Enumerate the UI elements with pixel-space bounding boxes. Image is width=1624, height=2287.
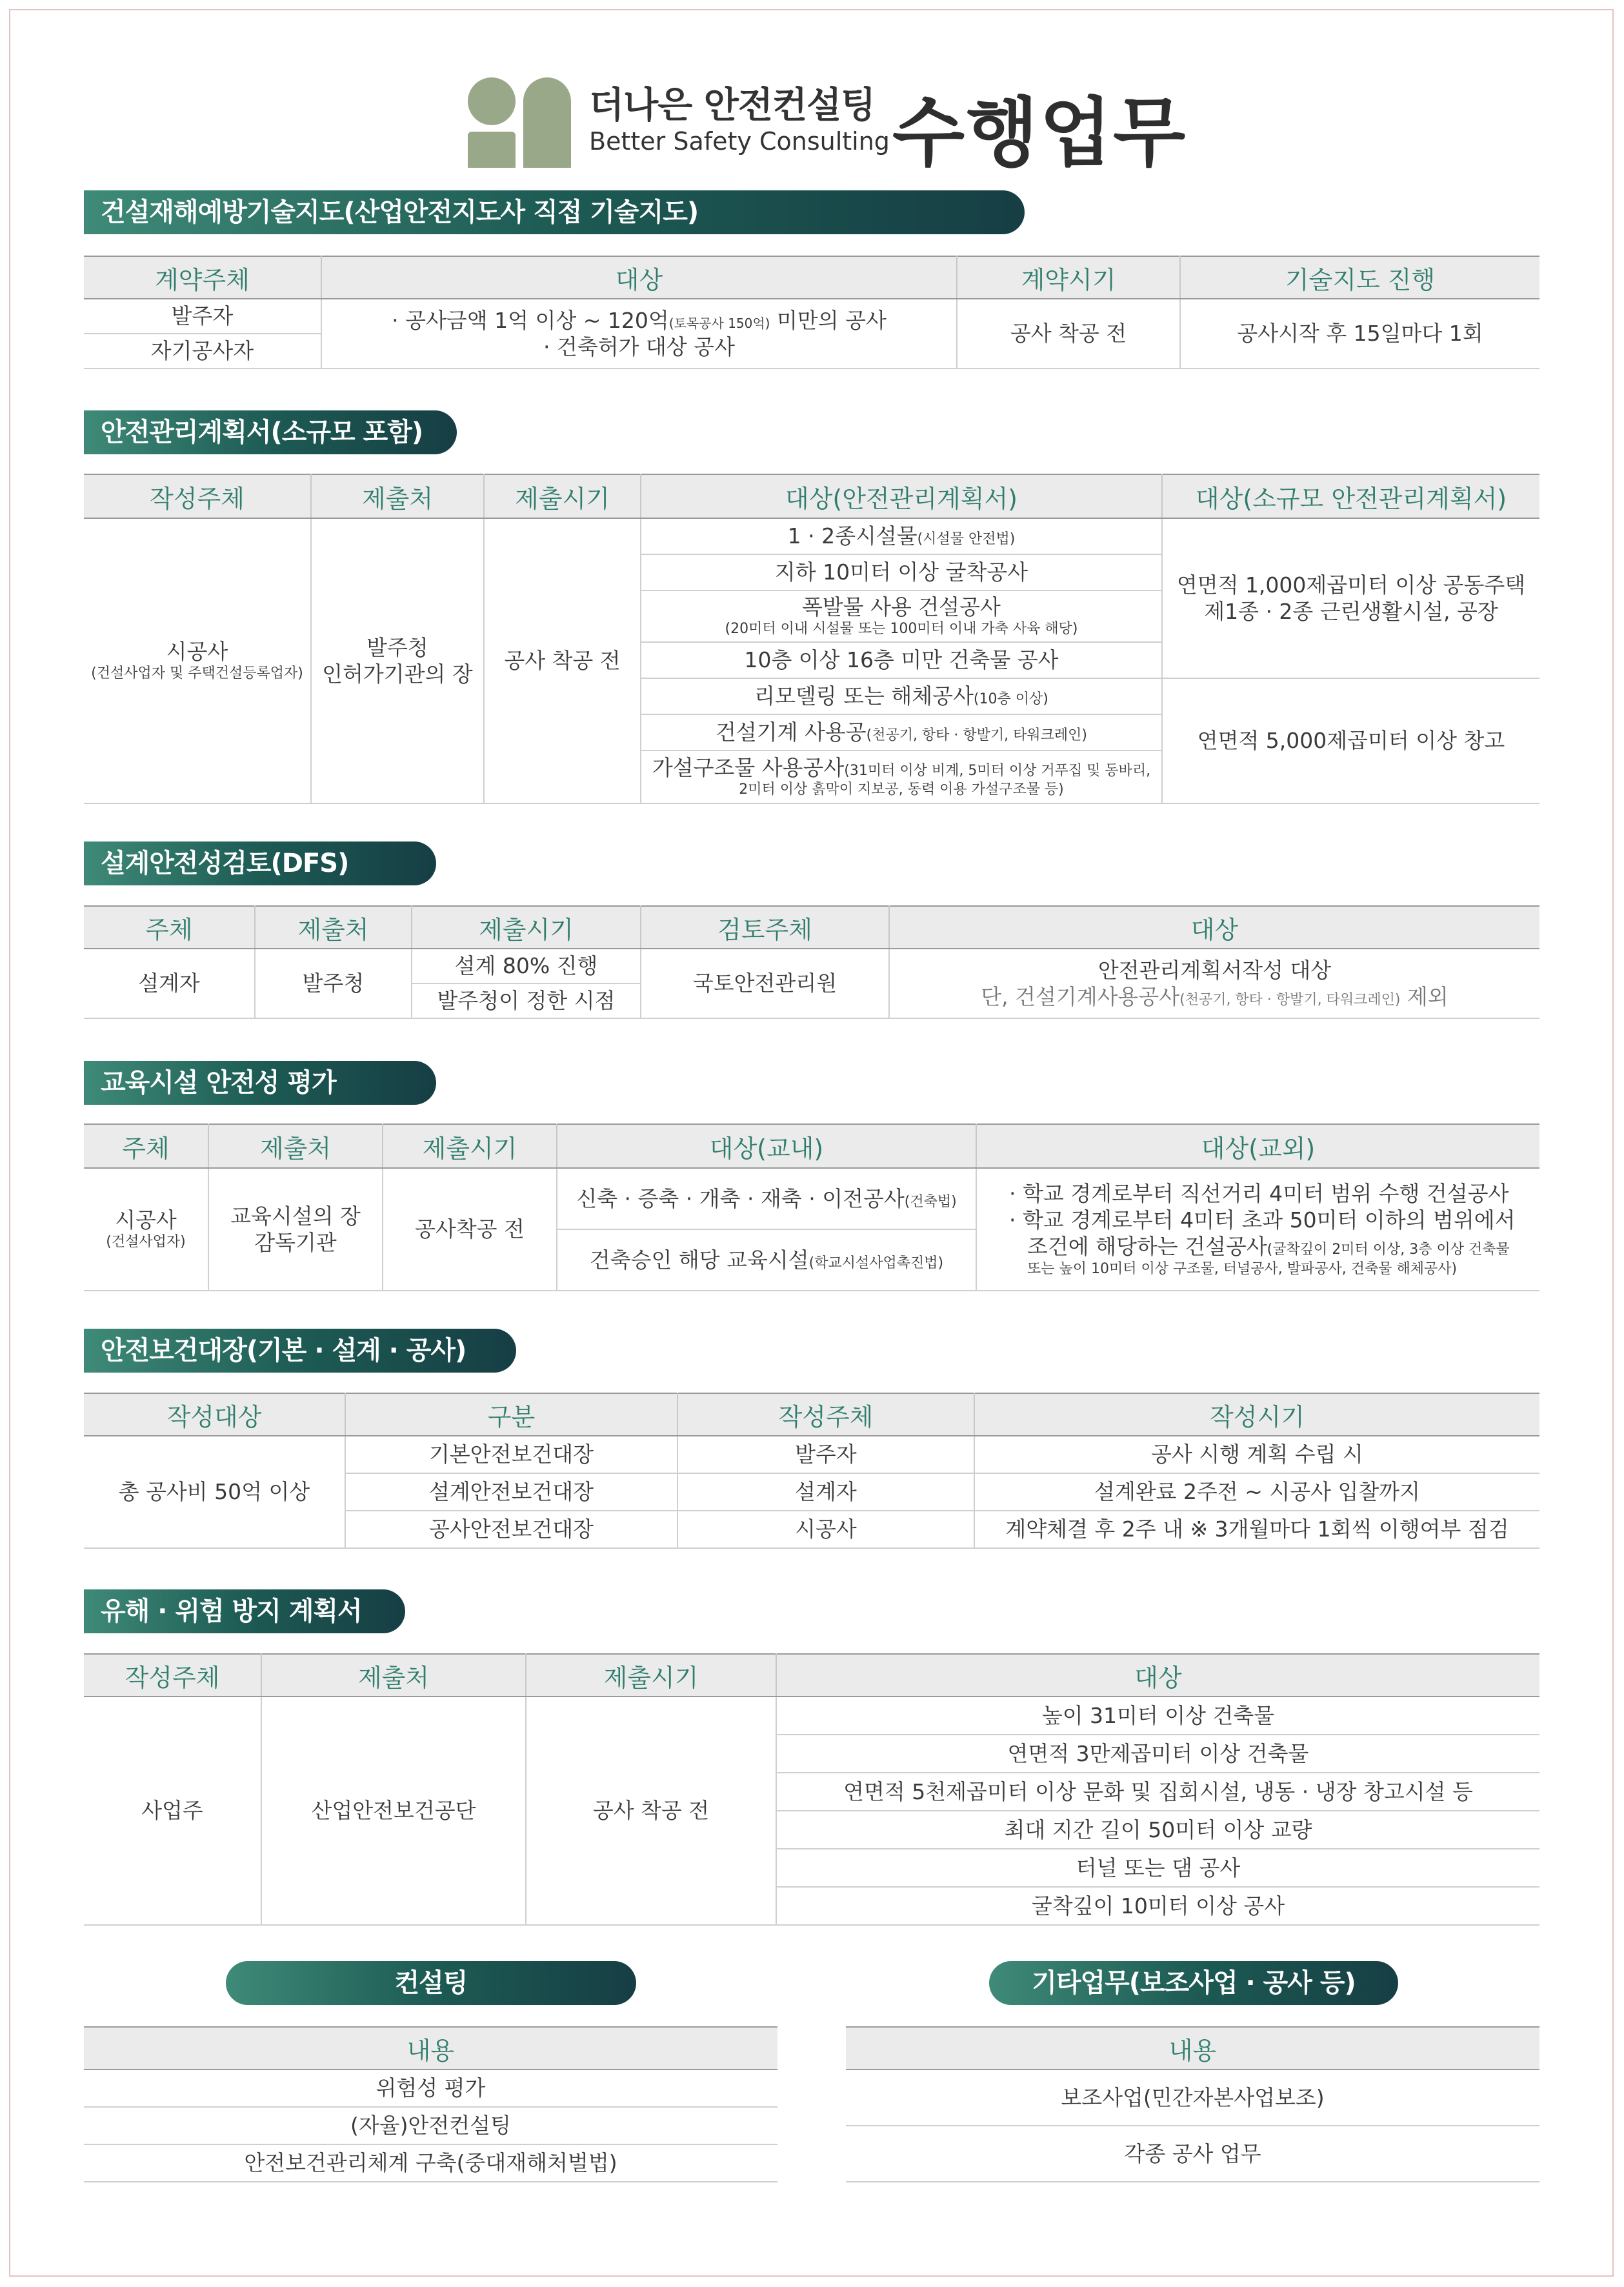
col-header: 제출처	[255, 906, 412, 949]
dfs-table	[84, 905, 1539, 1019]
col-header: 대상(교내)	[557, 1124, 976, 1168]
cell-target: 연면적 3만제곱미터 이상 건축물	[776, 1735, 1539, 1773]
cell-submit-to: 산업안전보건공단	[261, 1697, 526, 1925]
col-header: 제출처	[311, 474, 484, 518]
cell-submit-to: 발주청	[255, 949, 412, 1018]
page-title: 수행업무	[892, 90, 1187, 177]
cell-target: 굴착깊이 10미터 이상 공사	[776, 1887, 1539, 1925]
company-logo	[468, 77, 571, 168]
section-title-safety-ledger: 안전보건대장(기본 · 설계 · 공사)	[84, 1329, 516, 1373]
col-header: 내용	[84, 2027, 777, 2070]
list-item: 위험성 평가	[84, 2070, 777, 2107]
cell-author: 사업주	[84, 1697, 261, 1925]
col-header: 제출시기	[383, 1124, 557, 1168]
brand-name-ko: 더나은 안전컨설팅	[589, 85, 876, 126]
col-header: 주체	[84, 906, 255, 949]
cell-target: 최대 지간 길이 50미터 이상 교량	[776, 1811, 1539, 1849]
cell-target: 연면적 5천제곱미터 이상 문화 및 집회시설, 냉동 · 냉장 창고시설 등	[776, 1773, 1539, 1811]
cell-target: 10층 이상 16층 미만 건축물 공사	[641, 642, 1162, 678]
section-title-consulting: 컨설팅	[226, 1961, 636, 2005]
other-work-table	[846, 2026, 1539, 2182]
cell-in-target: 신축 · 증축 · 개축 · 재축 · 이전공사(건축법)	[557, 1168, 976, 1229]
list-item: 안전보건관리체계 구축(중대재해처벌법)	[84, 2144, 777, 2182]
safety-plan-table	[84, 474, 1539, 804]
cell-in-target: 건축승인 해당 교육시설(학교시설사업촉진법)	[557, 1229, 976, 1291]
cell-timing: 공사 착공 전	[957, 299, 1180, 368]
col-header: 제출처	[261, 1654, 526, 1697]
brand-name-en: Better Safety Consulting	[589, 127, 890, 156]
cell-subject: 시공사 (건설사업자)	[84, 1168, 208, 1291]
cell-timing: 계약체결 후 2주 내 ※ 3개월마다 1회씩 이행여부 점검	[974, 1511, 1539, 1548]
col-header: 계약주체	[84, 256, 321, 299]
cell-target: 터널 또는 댐 공사	[776, 1849, 1539, 1887]
cell-subject: 자기공사자	[84, 334, 321, 368]
cell-target: 가설구조물 사용공사(31미터 이상 비계, 5미터 이상 거푸집 및 동바리, 2미터 이상 흙막이 지보공, 동력 이용 가설구조물 등)	[641, 751, 1162, 803]
technical-guidance-table	[84, 256, 1539, 369]
col-header: 계약시기	[957, 256, 1180, 299]
cell-timing: 발주청이 정한 시점	[412, 983, 641, 1018]
col-header: 작성대상	[84, 1393, 345, 1436]
col-header: 제출시기	[526, 1654, 776, 1697]
col-header: 대상	[889, 906, 1539, 949]
col-header: 대상(소규모 안전관리계획서)	[1162, 474, 1539, 518]
table-row	[84, 1436, 1539, 1473]
col-header: 구분	[345, 1393, 677, 1436]
col-header: 기술지도 진행	[1180, 256, 1539, 299]
list-item: 각종 공사 업무	[846, 2126, 1539, 2182]
col-header: 대상(교외)	[976, 1124, 1539, 1168]
section-title-education-facility: 교육시설 안전성 평가	[84, 1061, 436, 1105]
cell-timing: 공사착공 전	[383, 1168, 557, 1291]
cell-target: 안전관리계획서작성 대상 단, 건설기계사용공사(천공기, 항타 · 항발기, 타워크레인) 제외	[889, 949, 1539, 1018]
section-title-safety-plan: 안전관리계획서(소규모 포함)	[84, 410, 457, 454]
col-header: 제출시기	[412, 906, 641, 949]
cell-submit-to: 발주청 인허가기관의 장	[311, 518, 484, 803]
cell-subject: 설계자	[84, 949, 255, 1018]
col-header: 작성주체	[677, 1393, 974, 1436]
list-item: 보조사업(민간자본사업보조)	[846, 2070, 1539, 2126]
col-header: 제출시기	[484, 474, 641, 518]
cell-progress: 공사시작 후 15일마다 1회	[1180, 299, 1539, 368]
cell-out-target: · 학교 경계로부터 직선거리 4미터 범위 수행 건설공사 · 학교 경계로부터 4미터 초과 50미터 이하의 범위에서 조건에 해당하는 건설공사(굴착깊이 2미터 이상, 3층 이상 건축물 또는 높이 10미터 이상 구조물, 터널공사, 발파공사, 건축물 해체공사)	[976, 1168, 1539, 1291]
cell-author: 시공사 (건설사업자 및 주택건설등록업자)	[84, 518, 311, 803]
cell-kind: 설계안전보건대장	[345, 1473, 677, 1511]
cell-target: · 공사금액 1억 이상 ~ 120억(토목공사 150억) 미만의 공사 · 건축허가 대상 공사	[321, 299, 957, 368]
cell-target: 건설기계 사용공(천공기, 항타 · 항발기, 타워크레인)	[641, 714, 1162, 751]
section-title-dfs: 설계안전성검토(DFS)	[84, 841, 436, 885]
cell-timing: 공사 시행 계획 수립 시	[974, 1436, 1539, 1473]
section-title-technical-guidance: 건설재해예방기술지도(산업안전지도사 직접 기술지도)	[84, 190, 1025, 234]
list-item: (자율)안전컨설팅	[84, 2107, 777, 2144]
col-header: 검토주체	[641, 906, 889, 949]
cell-timing: 공사 착공 전	[484, 518, 641, 803]
hazard-plan-table	[84, 1653, 1539, 1926]
cell-target: 리모델링 또는 해체공사(10층 이상)	[641, 678, 1162, 714]
cell-submit-to: 교육시설의 장 감독기관	[208, 1168, 383, 1291]
education-facility-table	[84, 1123, 1539, 1291]
section-title-other-work: 기타업무(보조사업 · 공사 등)	[989, 1961, 1398, 2005]
col-header: 제출처	[208, 1124, 383, 1168]
section-title-hazard-plan: 유해 · 위험 방지 계획서	[84, 1589, 405, 1633]
cell-author: 발주자	[677, 1436, 974, 1473]
cell-target: 높이 31미터 이상 건축물	[776, 1697, 1539, 1735]
cell-timing: 공사 착공 전	[526, 1697, 776, 1925]
cell-target: 1 · 2종시설물(시설물 안전법)	[641, 518, 1162, 554]
col-header: 주체	[84, 1124, 208, 1168]
cell-target: 지하 10미터 이상 굴착공사	[641, 554, 1162, 590]
cell-reviewer: 국토안전관리원	[641, 949, 889, 1018]
cell-author: 설계자	[677, 1473, 974, 1511]
cell-author: 시공사	[677, 1511, 974, 1548]
col-header: 작성주체	[84, 1654, 261, 1697]
col-header: 내용	[846, 2027, 1539, 2070]
cell-small-target: 연면적 5,000제곱미터 이상 창고	[1162, 678, 1539, 803]
cell-subject: 발주자	[84, 299, 321, 334]
consulting-table	[84, 2026, 777, 2182]
cell-kind: 기본안전보건대장	[345, 1436, 677, 1473]
cell-small-target: 연면적 1,000제곱미터 이상 공동주택 제1종 · 2종 근린생활시설, 공장	[1162, 518, 1539, 678]
col-header: 대상(안전관리계획서)	[641, 474, 1162, 518]
cell-timing: 설계 80% 진행	[412, 949, 641, 983]
safety-ledger-table	[84, 1393, 1539, 1549]
cell-timing: 설계완료 2주전 ~ 시공사 입찰까지	[974, 1473, 1539, 1511]
col-header: 대상	[321, 256, 957, 299]
col-header: 작성시기	[974, 1393, 1539, 1436]
cell-kind: 공사안전보건대장	[345, 1511, 677, 1548]
col-header: 대상	[776, 1654, 1539, 1697]
col-header: 작성주체	[84, 474, 311, 518]
cell-target: 폭발물 사용 건설공사 (20미터 이내 시설물 또는 100미터 이내 가축 사육 해당)	[641, 590, 1162, 642]
cell-target: 총 공사비 50억 이상	[84, 1436, 345, 1548]
